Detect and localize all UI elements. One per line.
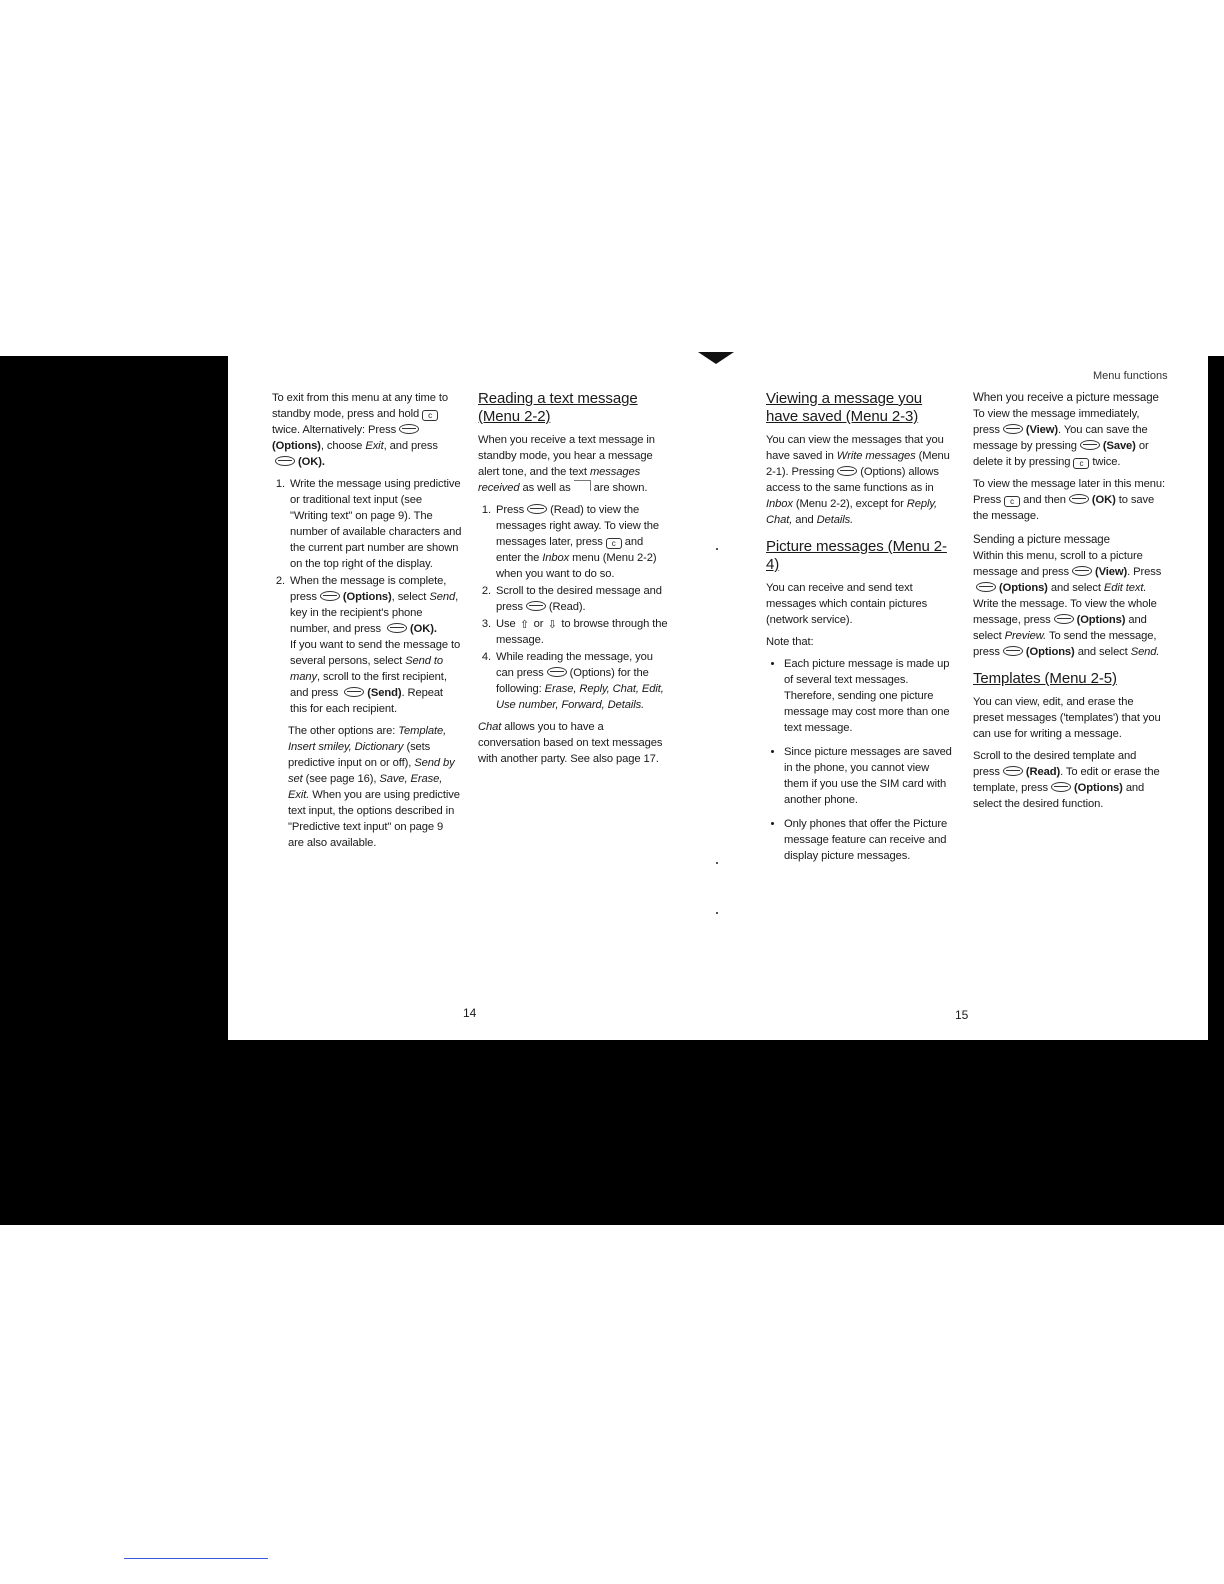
list-item: • Since picture messages are saved in the phone, you cannot view them if you use the SIM card with another phone. [784,744,956,808]
picture-notes-list [766,656,956,864]
list-item: • Each picture message is made up of several text messages. Therefore, sending one picture message may cost more than one text message. [784,656,956,736]
selection-key-icon [344,687,364,697]
list-item: 1. Press (Read) to view the messages right away. To view the messages later, pressc and enter the Inbox menu (Menu 2-2) when you want to do so. [494,502,668,582]
section-heading: Reading a text message (Menu 2-2) [478,390,638,425]
selection-key-icon [1003,766,1023,776]
selection-key-icon [526,601,546,611]
message-indicator-icon [574,480,591,491]
send-steps-list [272,476,462,717]
column-4 [973,390,1165,818]
clear-key-icon [422,410,438,421]
section-heading: Viewing a message you have saved (Menu 2-3) [766,390,923,425]
receive-paragraph: To view the message immediately, press (View). You can save the message by pressing (Save) or delete it by pressingc twice. [973,406,1165,470]
selection-key-icon [547,667,567,677]
selection-key-icon [837,466,857,476]
column-1 [272,390,462,857]
subheading: Sending a picture message [973,534,1110,546]
selection-key-icon [1072,566,1092,576]
picture-intro: You can receive and send text messages which contain pictures (network service). [766,582,928,626]
column-2 [478,390,668,773]
exit-paragraph: To exit from this menu at any time to standby mode, press and holdc twice. Alternatively: Press (Options), choose Exit, and press (OK). [272,390,462,470]
scan-border-right [1208,356,1224,1040]
scan-speck [716,862,718,864]
selection-key-icon [1051,782,1071,792]
list-item: 1. Write the message using predictive or traditional text input (see "Writing text" on page 9). The number of available characters and the current part number are shown on the top right of the display. [288,476,462,572]
selection-key-icon [1054,614,1074,624]
templates-paragraph: You can view, edit, and erase the preset messages ('templates') that you can use for writing a message. [973,696,1161,740]
running-head: Menu functions [1093,370,1168,382]
page-number-left: 14 [463,1006,477,1020]
list-item: 2. Scroll to the desired message and press (Read). [494,583,668,615]
selection-key-icon [275,456,295,466]
column-3 [766,390,956,872]
note-label: Note that: [766,636,814,648]
templates-usage-paragraph: Scroll to the desired template and press (Read). To edit or erase the template, press (Options) and select the desired function. [973,750,1160,810]
send-picture-paragraph: Within this menu, scroll to a picture message and press (View). Press (Options) and select Edit text. Write the message. To view the whole message, press (Options) and select Preview. To send the message, press (Options) and select Send. [973,550,1162,658]
selection-key-icon [399,424,419,434]
selection-key-icon [976,582,996,592]
scroll-down-key-icon: ⇩ [547,619,557,631]
selection-key-icon [1069,494,1089,504]
section-heading: Picture messages (Menu 2-4) [766,538,947,573]
list-item: • Only phones that offer the Picture message feature can receive and display picture messages. [784,816,956,864]
list-item: 3. Use ⇧ or ⇩ to browse through the message. [494,616,668,648]
scan-speck [716,912,718,914]
reading-intro: When you receive a text message in standby mode, you hear a message alert tone, and the text messages received as well as are shown. [478,434,655,494]
scan-speck [716,548,718,550]
scan-border-bottom [0,1040,1224,1225]
binding-mark [698,352,734,364]
selection-key-icon [387,623,407,633]
scan-border-left [0,356,228,1040]
list-item: 2. When the message is complete, press (Options), select Send, key in the recipient's phone number, and press (OK). If you want to send the message to several persons, select Send to many, scroll to the first recipient, and press (Send). Repeat this for each recipient. [288,573,462,717]
reading-steps-list [478,502,668,713]
page-number-right: 15 [955,1008,969,1022]
clear-key-icon [1004,496,1020,507]
other-options-paragraph: The other options are: Template, Insert smiley, Dictionary (sets predictive input on or off), Send by set (see page 16), Save, Erase, Exit. When you are using predictive text input, the options described in "Predictive text input" on page 9 are also available. [288,725,460,849]
section-heading: Templates (Menu 2-5) [973,670,1117,687]
selection-key-icon [1003,646,1023,656]
subheading: When you receive a picture message [973,392,1159,404]
selection-key-icon [320,591,340,601]
selection-key-icon [1003,424,1023,434]
clear-key-icon [1073,458,1089,469]
chat-paragraph: Chat allows you to have a conversation based on text messages with another party. See also page 17. [478,721,663,765]
saved-paragraph: You can view the messages that you have saved in Write messages (Menu 2-1). Pressing (Options) allows access to the same functions as in Inbox (Menu 2-2), except for Reply, Chat, and Details. [766,434,950,526]
selection-key-icon [1080,440,1100,450]
list-item: 4. While reading the message, you can press (Options) for the following: Erase, Reply, Chat, Edit, Use number, Forward, Details. [494,649,668,713]
later-paragraph: To view the message later in this menu: Pressc and then (OK) to save the message. [973,476,1165,524]
footer-rule [124,1558,268,1559]
selection-key-icon [527,504,547,514]
clear-key-icon [606,538,622,549]
scroll-up-key-icon: ⇧ [520,619,530,631]
